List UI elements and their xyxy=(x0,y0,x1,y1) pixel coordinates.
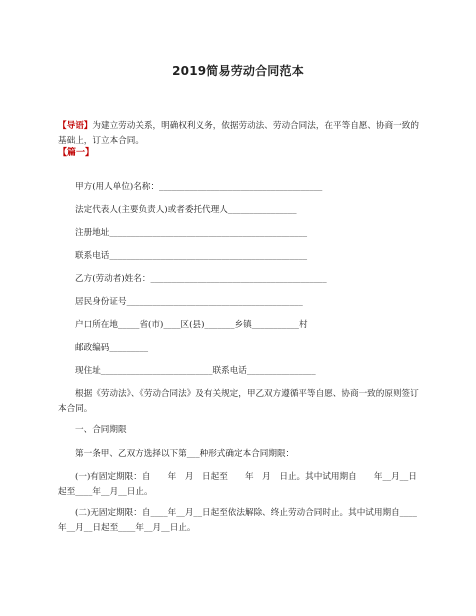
term-heading: 一、合同期限 xyxy=(75,425,127,435)
intro-tag: 【导语】 xyxy=(58,121,93,131)
fixed-term-paragraph: (一)有固定期限：自 年 月 日起至 年 月 日止。其中试用期自 年__月__日起至____年__月__日止。 xyxy=(58,472,417,497)
field-reg-address: 注册地址______________________________________________ xyxy=(75,228,308,238)
section-label: 【篇一】 xyxy=(58,148,95,158)
field-postcode: 邮政编码_________ xyxy=(75,343,149,353)
document-title: 2019简易劳动合同范本 xyxy=(172,64,304,78)
intro-paragraph xyxy=(58,119,420,149)
field-current-address: 现住址__________________________联系电话________________ xyxy=(75,366,316,376)
field-contact-phone: 联系电话______________________________________________ xyxy=(75,251,308,261)
intro-text: 为建立劳动关系，明确权利义务，依据劳动法、劳动合同法，在平等自愿、协商一致的基础上，订立本合同。 xyxy=(58,121,419,146)
open-term-paragraph: (二)无固定期限：自____年__月__日起至依法解除、终止劳动合同时止。其中试用期自____年__月__日起至____年__月__日止。 xyxy=(58,508,417,533)
basis-paragraph: 根据《劳动法》、《劳动合同法》及有关规定，甲乙双方遵循平等自愿、协商一致的原则签订本合同。 xyxy=(58,389,419,414)
field-household: 户口所在地_____省(市)____区(县)_______乡镇___________村 xyxy=(75,320,308,330)
field-id-number: 居民身份证号_________________________________________ xyxy=(75,297,303,307)
field-employee-name: 乙方(劳动者)姓名：_________________________________________ xyxy=(75,274,327,284)
field-employer: 甲方(用人单位)名称：______________________________________ xyxy=(75,182,323,192)
field-legal-rep: 法定代表人(主要负责人)或者委托代理人________________ xyxy=(75,205,297,215)
article-1: 第一条甲、乙双方选择以下第___种形式确定本合同期限： xyxy=(75,449,295,459)
